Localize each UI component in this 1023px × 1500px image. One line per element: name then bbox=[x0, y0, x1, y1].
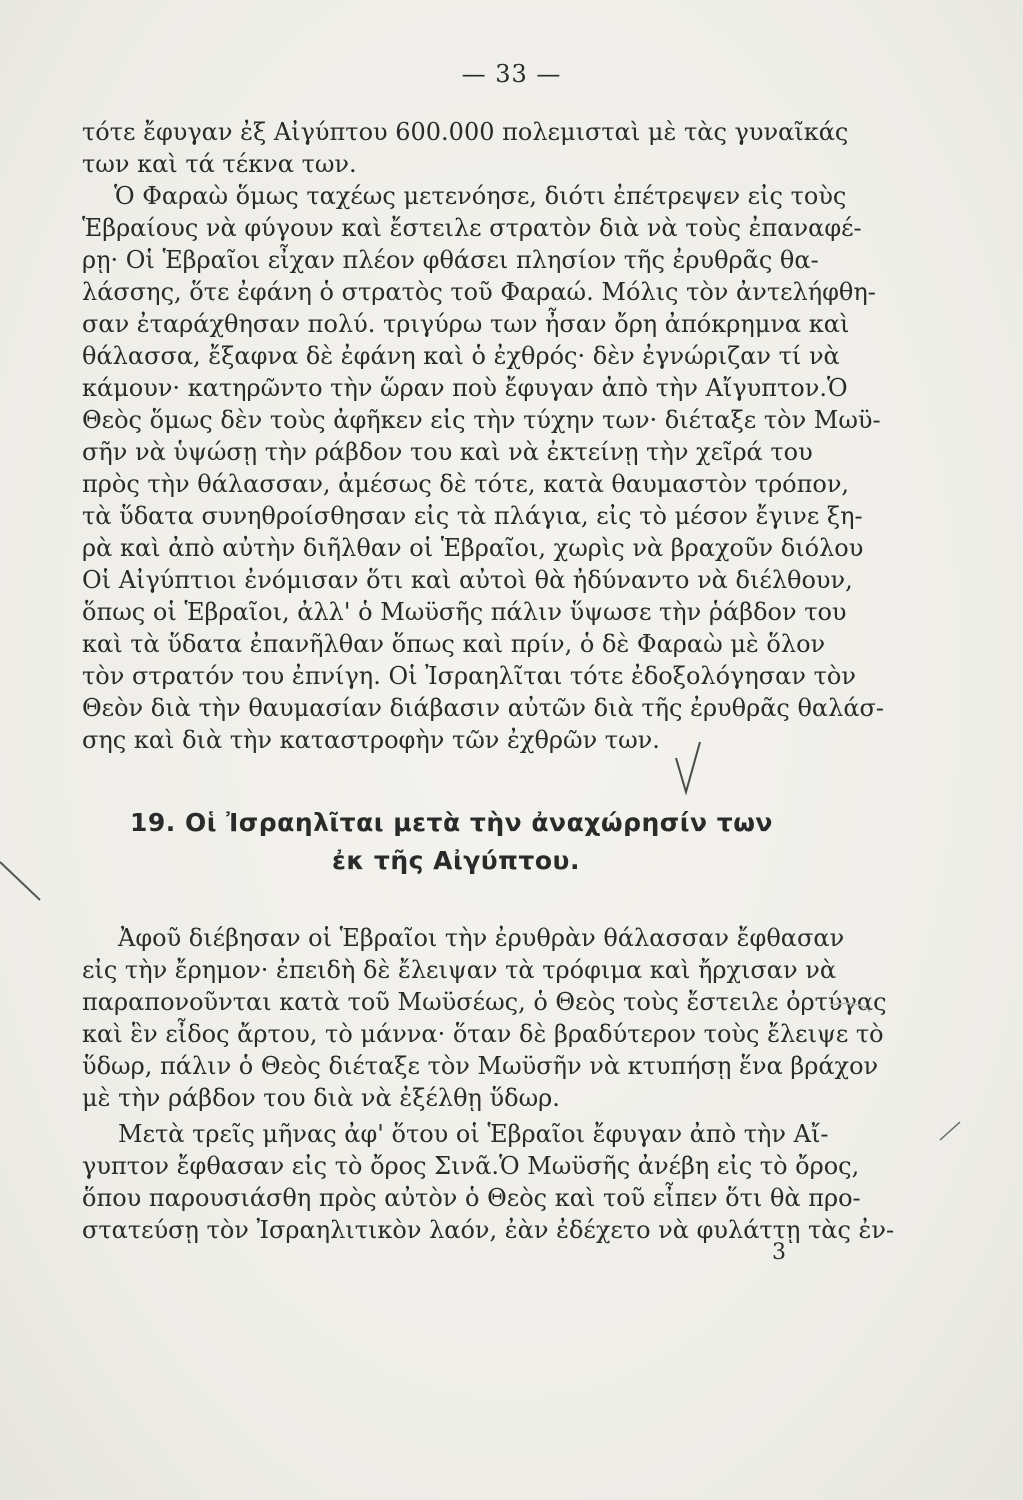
text-line: τὸν στρατόν του ἐπνίγη. Οἱ Ἰσραηλῖται τότε ἐδοξολόγησαν τὸν bbox=[82, 662, 856, 690]
text-line: παραπονοῦνται κατὰ τοῦ Μωϋσέως, ὁ Θεὸς τοὺς ἔστειλε ὀρτύγας bbox=[82, 988, 887, 1016]
text-line: Μετὰ τρεῖς μῆνας ἀφ' ὅτου οἱ Ἑβραῖοι ἔφυγαν ἀπὸ τὴν Αἴ- bbox=[118, 1120, 829, 1148]
text-line: θάλασσα, ἔξαφνα δὲ ἐφάνη καὶ ὁ ἐχθρός· δὲν ἐγνώριζαν τί νὰ bbox=[82, 342, 840, 370]
text-line: εἰς τὴν ἔρημον· ἐπειδὴ δὲ ἔλειψαν τὰ τρόφιμα καὶ ἤρχισαν νὰ bbox=[82, 956, 837, 984]
text-line: κάμουν· κατηρῶντο τὴν ὥραν ποὺ ἔφυγαν ἀπὸ τὴν Αἴγυπτον.Ὁ bbox=[82, 374, 848, 402]
text-line: τότε ἔφυγαν ἐξ Αἰγύπτου 600.000 πολεμισταὶ μὲ τὰς γυναῖκάς bbox=[82, 118, 849, 146]
text-line: Θεὸν διὰ τὴν θαυμασίαν διάβασιν αὐτῶν διὰ τῆς ἐρυθρᾶς θαλάσ- bbox=[82, 694, 885, 722]
text-line: σῆν νὰ ὑψώσῃ τὴν ράβδον του καὶ νὰ ἐκτείνῃ τὴν χεῖρά του bbox=[82, 438, 813, 466]
margin-stroke bbox=[0, 862, 40, 900]
text-line: στατεύσῃ τὸν Ἰσραηλιτικὸν λαόν, ἐὰν ἐδέχετο νὰ φυλάττῃ τὰς ἐν- bbox=[82, 1216, 895, 1244]
text-line: Ἑβραίους νὰ φύγουν καὶ ἔστειλε στρατὸν διὰ νὰ τοὺς ἐπαναφέ- bbox=[82, 214, 862, 242]
text-line: ρὰ καὶ ἀπὸ αὐτὴν διῆλθαν οἱ Ἑβραῖοι, χωρὶς νὰ βραχοῦν διόλου bbox=[82, 534, 864, 562]
text-line: ρῃ· Οἱ Ἑβραῖοι εἶχαν πλέον φθάσει πλησίον τῆς ἐρυθρᾶς θα- bbox=[82, 246, 819, 274]
text-line: τὰ ὕδατα συνηθροίσθησαν εἰς τὰ πλάγια, εἰς τὸ μέσον ἔγινε ξη- bbox=[82, 502, 863, 530]
text-line: καὶ ἓν εἶδος ἄρτου, τὸ μάννα· ὅταν δὲ βραδύτερον τοὺς ἔλειψε τὸ bbox=[82, 1020, 884, 1048]
text-line: σαν ἐταράχθησαν πολύ. τριγύρω των ἦσαν ὄρη ἀπόκρημνα καὶ bbox=[82, 310, 850, 338]
text-line: μὲ τὴν ράβδον του διὰ νὰ ἐξέλθῃ ὕδωρ. bbox=[82, 1084, 560, 1112]
text-line: ὅπου παρουσιάσθη πρὸς αὐτὸν ὁ Θεὸς καὶ τοῦ εἶπεν ὅτι θὰ προ- bbox=[82, 1184, 861, 1212]
text-line: καὶ τὰ ὕδατα ἐπανῆλθαν ὅπως καὶ πρίν, ὁ δὲ Φαραὼ μὲ ὅλον bbox=[82, 630, 826, 658]
section-heading-continued: ἐκ τῆς Αἰγύπτου. bbox=[332, 846, 580, 875]
text-line: Οἱ Αἰγύπτιοι ἐνόμισαν ὅτι καὶ αὐτοὶ θὰ ἠδύναντο νὰ διέλθουν, bbox=[82, 566, 853, 594]
text-line: λάσσης, ὅτε ἐφάνη ὁ στρατὸς τοῦ Φαραώ. Μόλις τὸν ἀντελήφθη- bbox=[82, 278, 876, 306]
text-line: Ὁ Φαραὼ ὅμως ταχέως μετενόησε, διότι ἐπέτρεψεν εἰς τοὺς bbox=[114, 182, 847, 210]
text-line: σης καὶ διὰ τὴν καταστροφὴν τῶν ἐχθρῶν των. bbox=[82, 726, 660, 754]
page-number: — 33 — bbox=[461, 60, 562, 88]
text-line: γυπτον ἔφθασαν εἰς τὸ ὄρος Σινᾶ.Ὁ Μωϋσῆς ἀνέβη εἰς τὸ ὄρος, bbox=[82, 1152, 860, 1180]
text-line: Θεὸς ὅμως δὲν τοὺς ἀφῆκεν εἰς τὴν τύχην των· διέταξε τὸν Μωϋ- bbox=[82, 406, 881, 434]
text-line: πρὸς τὴν θάλασσαν, ἀμέσως δὲ τότε, κατὰ θαυμαστὸν τρόπον, bbox=[82, 470, 850, 498]
text-line: των καὶ τά τέκνα των. bbox=[82, 150, 357, 178]
text-line: Ἀφοῦ διέβησαν οἱ Ἑβραῖοι τὴν ἐρυθρὰν θάλασσαν ἔφθασαν bbox=[118, 924, 845, 952]
signature-mark: 3 bbox=[772, 1240, 786, 1265]
text-line: ὅπως οἱ Ἑβραῖοι, ἀλλ' ὁ Μωϋσῆς πάλιν ὕψωσε τὴν ῥάβδον του bbox=[82, 598, 847, 626]
text-line: ὕδωρ, πάλιν ὁ Θεὸς διέταξε τὸν Μωϋσῆν νὰ κτυπήσῃ ἕνα βράχον bbox=[82, 1052, 879, 1080]
section-heading: 19. Οἱ Ἰσραηλῖται μετὰ τὴν ἀναχώρησίν των bbox=[130, 808, 773, 837]
